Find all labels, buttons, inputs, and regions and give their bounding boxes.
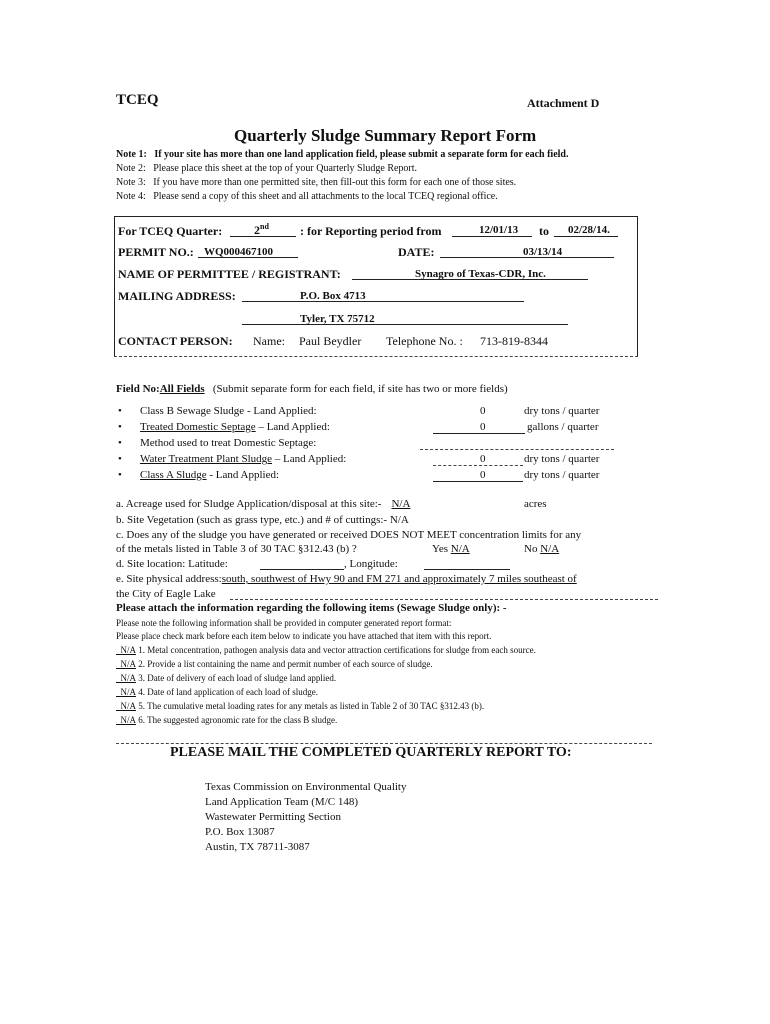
note-2: Note 2: Please place this sheet at the top of your Quarterly Sludge Report.	[116, 163, 418, 174]
item-class-b-value[interactable]: 0	[480, 405, 486, 417]
item-septage-unit: gallons / quarter	[527, 421, 599, 433]
contact-name-label: Name:	[253, 334, 285, 348]
mail-line-3: Wastewater Permitting Section	[205, 811, 341, 823]
date-label: DATE:	[398, 245, 435, 259]
attach-note-2: Please place check mark before each item below to indicate you have attached that item with this report.	[116, 631, 492, 641]
field-row: Field No:All Fields (Submit separate form for each field, if site has two or more fields)	[116, 383, 508, 395]
bullet-icon: •	[118, 453, 122, 465]
attach-item[interactable]: N/A 3. Date of delivery of each load of sludge land applied.	[120, 673, 337, 683]
item-class-a-label: Class A Sludge - Land Applied:	[140, 469, 280, 481]
question-b: b. Site Vegetation (such as grass type, etc.) and # of cuttings:- N/A	[116, 514, 409, 526]
question-c-no[interactable]: No N/A	[524, 543, 560, 555]
org-name: TCEQ	[116, 92, 159, 108]
latitude-field[interactable]	[260, 569, 344, 570]
item-class-a-value[interactable]: 0	[480, 469, 486, 481]
attach-item[interactable]: N/A 2. Provide a list containing the name and permit number of each source of sludge.	[120, 659, 433, 669]
note-1: Note 1: If your site has more than one land application field, please submit a separate form for each field.	[116, 149, 569, 160]
bullet-icon: •	[118, 469, 122, 481]
attach-item[interactable]: N/A 5. The cumulative metal loading rates for any metals as listed in Table 2 of 30 TAC §312.43 (b).	[120, 701, 485, 711]
attach-item[interactable]: N/A 6. The suggested agronomic rate for the class B sludge.	[120, 715, 338, 725]
contact-label: CONTACT PERSON:	[118, 334, 233, 348]
quarter-value[interactable]: 2nd	[254, 222, 269, 237]
permittee-value[interactable]: Synagro of Texas-CDR, Inc.	[415, 268, 546, 280]
address-line-1	[242, 301, 524, 302]
question-e-line2: the City of Eagle Lake	[116, 588, 216, 600]
question-d-label: d. Site location: Latitude:	[116, 558, 228, 570]
mail-heading: PLEASE MAIL THE COMPLETED QUARTERLY REPORT TO:	[170, 745, 572, 760]
note-4: Note 4: Please send a copy of this sheet and all attachments to the local TCEQ regional office.	[116, 191, 498, 202]
page-title: Quarterly Sludge Summary Report Form	[234, 126, 537, 145]
phone-label: Telephone No. :	[386, 334, 463, 348]
permittee-label: NAME OF PERMITTEE / REGISTRANT:	[118, 267, 341, 281]
period-to-line	[554, 236, 618, 237]
bullet-icon: •	[118, 437, 122, 449]
date-value[interactable]: 03/13/14	[523, 246, 563, 258]
question-a-unit: acres	[524, 498, 547, 510]
item-septage-line	[433, 433, 525, 434]
quarter-label: For TCEQ Quarter:	[118, 224, 223, 238]
item-class-a-line	[433, 481, 523, 482]
contact-name[interactable]: Paul Beydler	[299, 334, 362, 348]
bullet-icon: •	[118, 405, 122, 417]
period-label: : for Reporting period from	[300, 224, 442, 238]
question-c-line1: c. Does any of the sludge you have generated or received DOES NOT MEET concentration limits for any	[116, 529, 582, 541]
item-wtp-line	[433, 465, 523, 466]
question-a: a. Acreage used for Sludge Application/disposal at this site:- N/A	[116, 498, 411, 510]
item-wtp-label: Water Treatment Plant Sludge – Land Applied:	[140, 453, 347, 465]
attach-item[interactable]: N/A 4. Date of land application of each load of sludge.	[120, 687, 318, 697]
bullet-icon: •	[118, 421, 122, 433]
item-method-line[interactable]	[420, 449, 614, 450]
form-box-bottom	[114, 356, 638, 357]
attachment-label: Attachment D	[527, 96, 600, 110]
permit-label: PERMIT NO.:	[118, 245, 194, 259]
mail-divider	[116, 743, 652, 744]
period-from-value[interactable]: 12/01/13	[479, 224, 519, 236]
longitude-label: , Longitude:	[344, 558, 398, 570]
item-class-b-label: Class B Sewage Sludge - Land Applied:	[140, 405, 317, 417]
period-to-label: to	[539, 224, 549, 238]
question-e: e. Site physical address:south, southwest of Hwy 90 and FM 271 and approximately 7 miles southeast of	[116, 573, 577, 585]
longitude-field[interactable]	[424, 569, 510, 570]
address-value-2[interactable]: Tyler, TX 75712	[300, 313, 375, 325]
note-3: Note 3: If you have more than one permitted site, then fill-out this form for each one of those sites.	[116, 177, 517, 188]
address-value-1[interactable]: P.O. Box 4713	[300, 290, 366, 302]
period-to-value[interactable]: 02/28/14.	[568, 224, 610, 236]
item-septage-label: Treated Domestic Septage – Land Applied:	[140, 421, 330, 433]
item-method-label: Method used to treat Domestic Septage:	[140, 437, 317, 449]
attach-item[interactable]: N/A 1. Metal concentration, pathogen analysis data and vector attraction certifications for sludge from each source.	[120, 645, 536, 655]
attach-note-1: Please note the following information shall be provided in computer generated report format:	[116, 618, 452, 628]
mail-line-2: Land Application Team (M/C 148)	[205, 796, 359, 808]
item-wtp-unit: dry tons / quarter	[524, 453, 600, 465]
question-c-line2: of the metals listed in Table 3 of 30 TAC §312.43 (b) ?	[116, 543, 357, 555]
permit-value[interactable]: WQ000467100	[204, 246, 274, 258]
attach-heading: Please attach the information regarding the following items (Sewage Sludge only): -	[116, 602, 507, 614]
address-line-2	[242, 324, 568, 325]
mail-line-1: Texas Commission on Environmental Quality	[205, 781, 407, 793]
phone-value[interactable]: 713-819-8344	[480, 334, 548, 348]
mail-line-5: Austin, TX 78711-3087	[205, 841, 310, 853]
address-label: MAILING ADDRESS:	[118, 289, 236, 303]
item-wtp-value[interactable]: 0	[480, 453, 486, 465]
item-class-b-unit: dry tons / quarter	[524, 405, 600, 417]
period-from-line	[452, 236, 532, 237]
mail-line-4: P.O. Box 13087	[205, 826, 275, 838]
item-septage-value[interactable]: 0	[480, 421, 486, 433]
question-e-line2-rule	[230, 599, 658, 600]
item-class-a-unit: dry tons / quarter	[524, 469, 600, 481]
question-c-yes[interactable]: Yes N/A	[432, 543, 470, 555]
